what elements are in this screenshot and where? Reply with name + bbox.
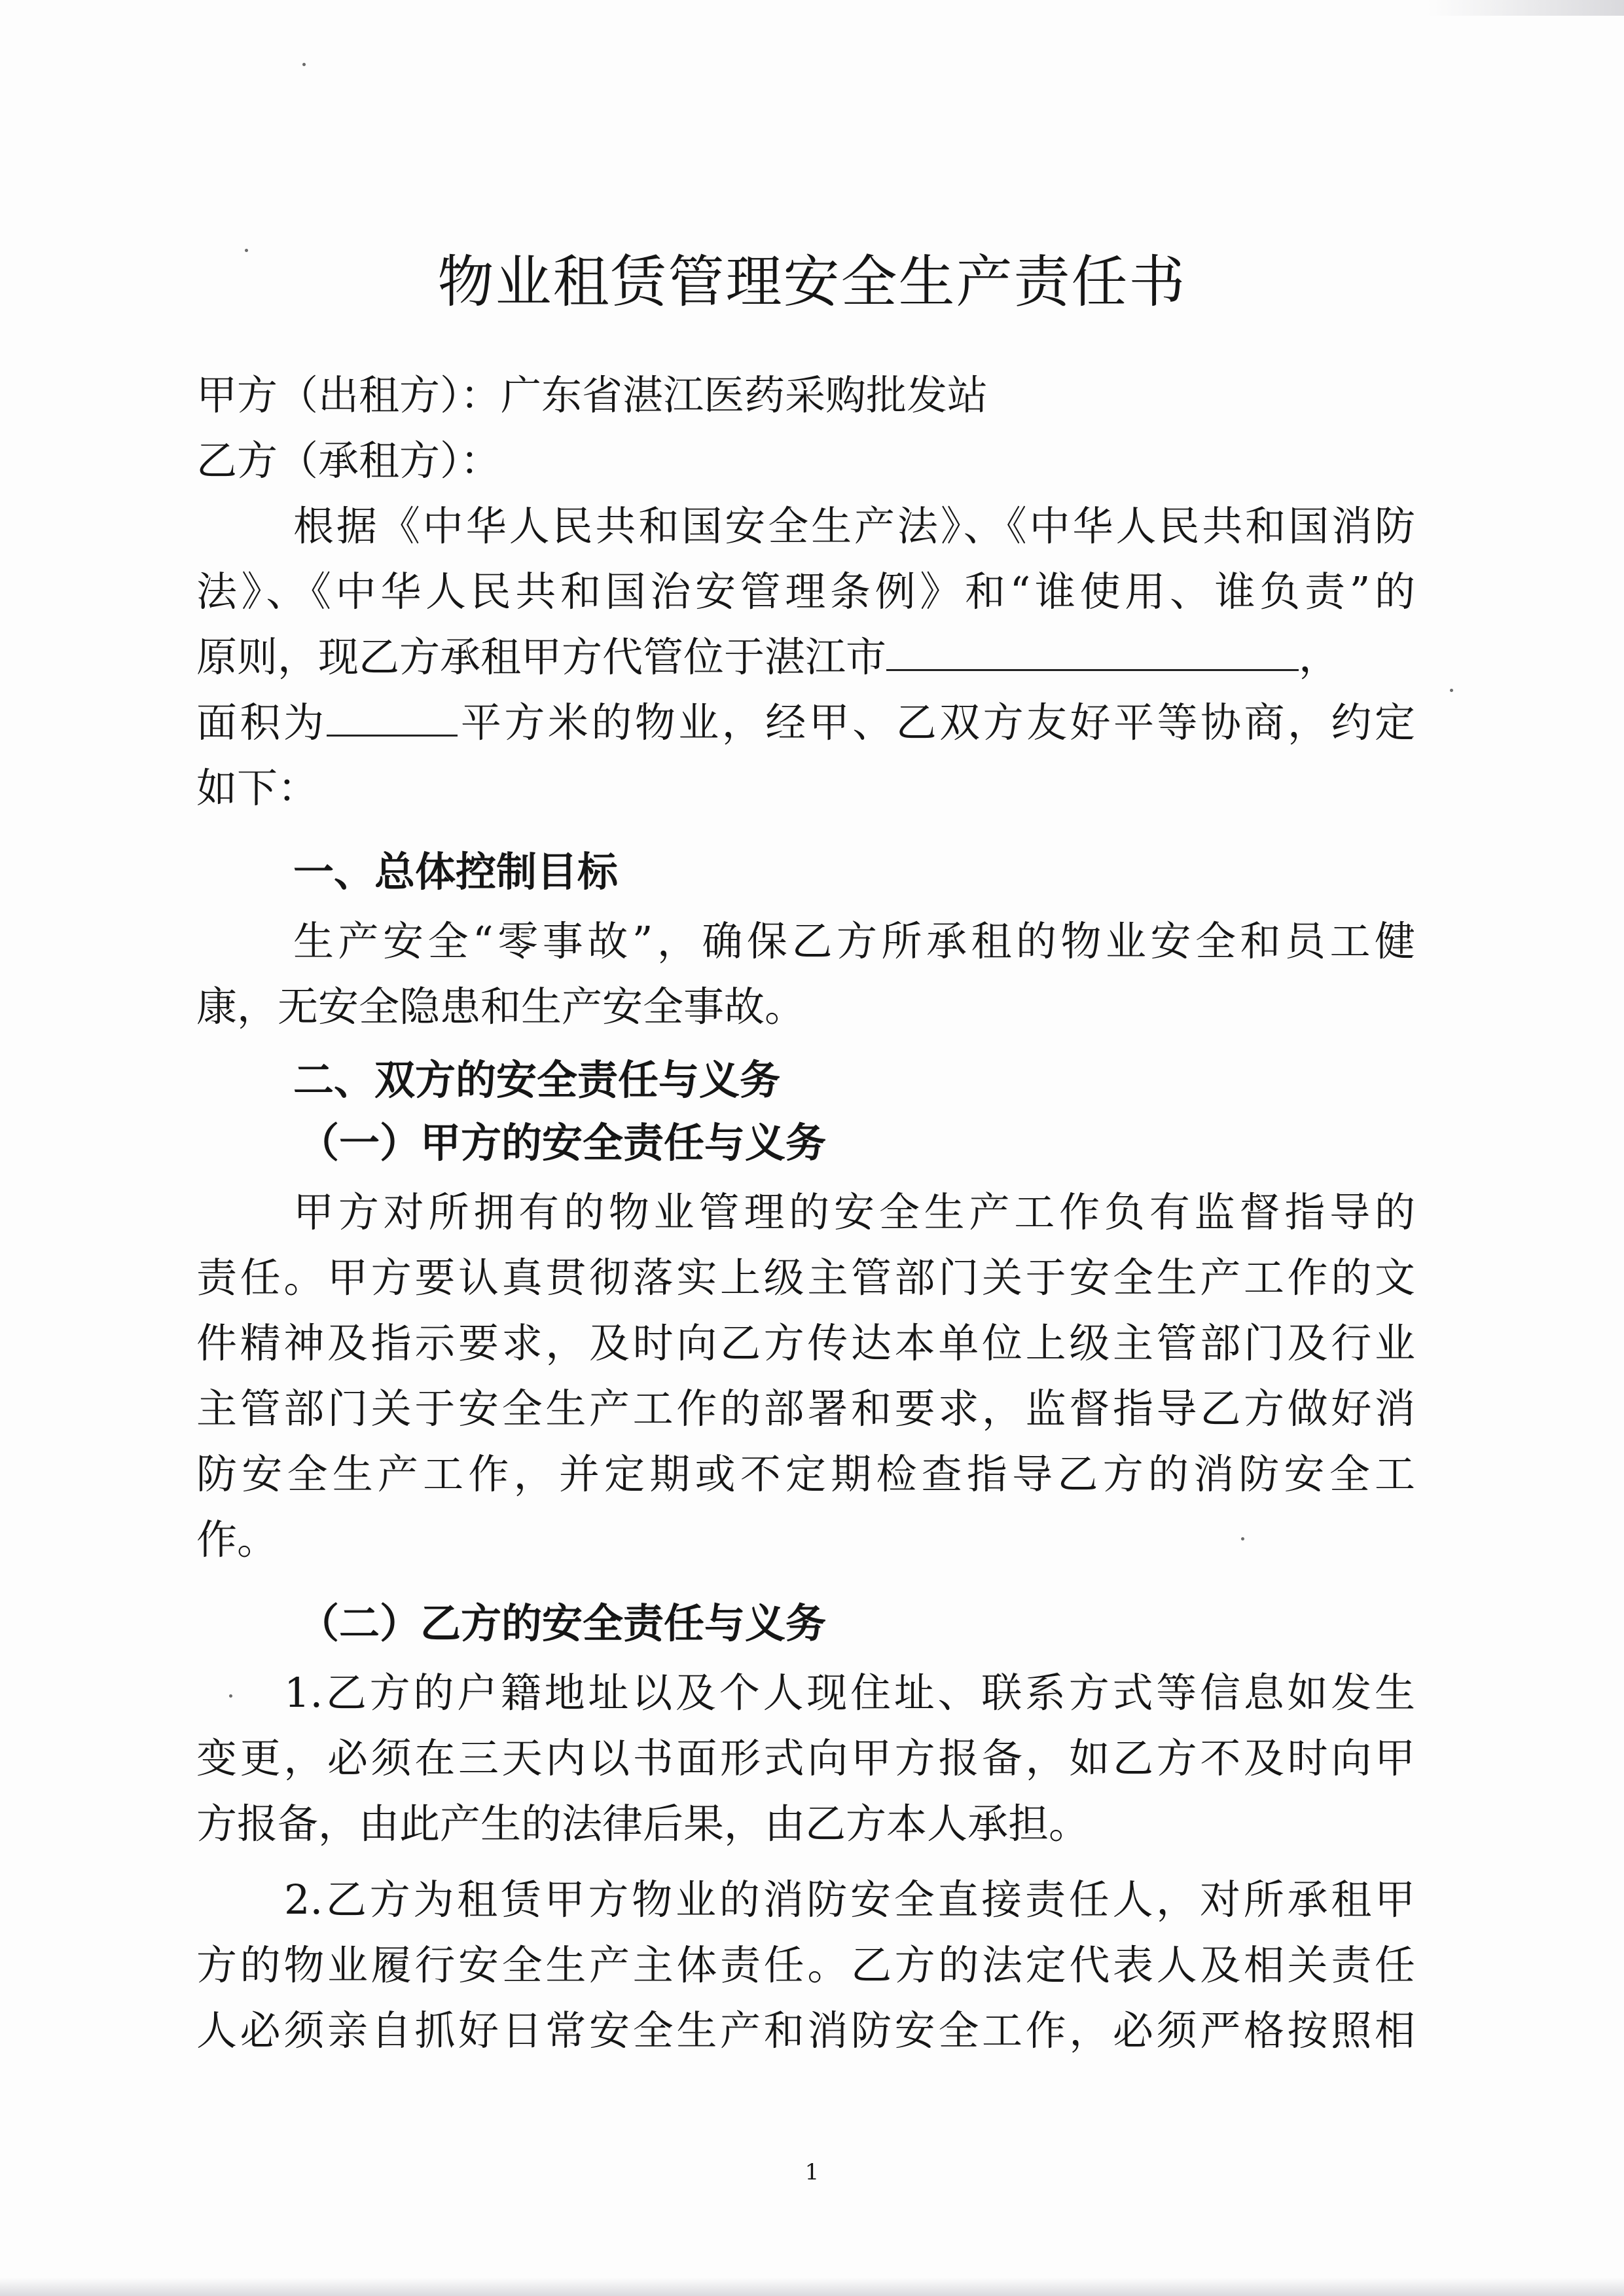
item-2-line-3: 人必须亲自抓好日常安全生产和消防安全工作，必须严格按照相	[196, 2007, 1415, 2054]
scan-shadow-corner	[1428, 0, 1624, 16]
item-1-line-1: 1.乙方的户籍地址以及个人现住址、联系方式等信息如发生	[284, 1669, 1415, 1717]
section-1-line-1: 生产安全“零事故”，确保乙方所承租的物业安全和员工健	[293, 917, 1415, 965]
item-1-line-3: 方报备，由此产生的法律后果，由乙方本人承担。	[196, 1800, 1090, 1848]
intro-line-2: 法》、《中华人民共和国治安管理条例》和“谁使用、谁负责”的	[196, 568, 1415, 615]
address-blank	[886, 631, 1299, 671]
party-a-duty-line-4: 主管部门关于安全生产工作的部署和要求，监督指导乙方做好消	[196, 1385, 1415, 1432]
intro-line-4-text-b: 平方米的物业，经甲、乙双方友好平等协商，约定	[458, 699, 1415, 746]
party-a-duty-line-5: 防安全生产工作，并定期或不定期检查指导乙方的消防安全工	[196, 1450, 1415, 1498]
item-2-line-2: 方的物业履行安全生产主体责任。乙方的法定代表人及相关责任	[196, 1941, 1415, 1989]
scan-shadow-edge	[0, 2278, 1624, 2296]
section-2-heading: 二、双方的安全责任与义务	[293, 1056, 781, 1104]
intro-line-3-text: 原则，现乙方承租甲方代管位于湛江市	[196, 633, 887, 681]
area-blank	[327, 697, 458, 737]
intro-line-3	[196, 631, 1415, 683]
section-2-sub-2: （二）乙方的安全责任与义务	[298, 1599, 827, 1647]
document-title: 物业租赁管理安全生产责任书	[437, 249, 1187, 315]
party-a-duty-line-1: 甲方对所拥有的物业管理的安全生产工作负有监督指导的	[293, 1188, 1415, 1236]
scan-speck	[302, 63, 306, 66]
party-a-line: 甲方（出租方）：广东省湛江医药采购批发站	[196, 371, 988, 419]
section-1-line-2: 康，无安全隐患和生产安全事故。	[196, 983, 806, 1030]
party-a-duty-line-6: 作。	[196, 1516, 278, 1563]
intro-line-5: 如下：	[196, 764, 319, 812]
intro-line-4	[196, 697, 1415, 749]
item-1-line-2: 变更，必须在三天内以书面形式向甲方报备，如乙方不及时向甲	[196, 1734, 1415, 1782]
party-a-duty-line-3: 件精神及指示要求，及时向乙方传达本单位上级主管部门及行业	[196, 1319, 1415, 1367]
scan-speck	[1450, 689, 1453, 692]
intro-line-3-comma: ，	[1299, 633, 1340, 681]
intro-line-4-text-a: 面积为	[196, 699, 327, 746]
item-2-line-1: 2.乙方为租赁甲方物业的消防安全直接责任人，对所承租甲	[284, 1876, 1415, 1923]
party-a-duty-line-2: 责任。甲方要认真贯彻落实上级主管部门关于安全生产工作的文	[196, 1254, 1415, 1302]
section-1-heading: 一、总体控制目标	[293, 848, 619, 896]
page-number: 1	[804, 2159, 820, 2185]
intro-line-1: 根据《中华人民共和国安全生产法》、《中华人民共和国消防	[293, 502, 1415, 550]
scan-speck	[229, 1694, 232, 1698]
section-2-sub-1: （一）甲方的安全责任与义务	[298, 1119, 827, 1167]
party-b-line: 乙方（承租方）：	[196, 437, 501, 484]
